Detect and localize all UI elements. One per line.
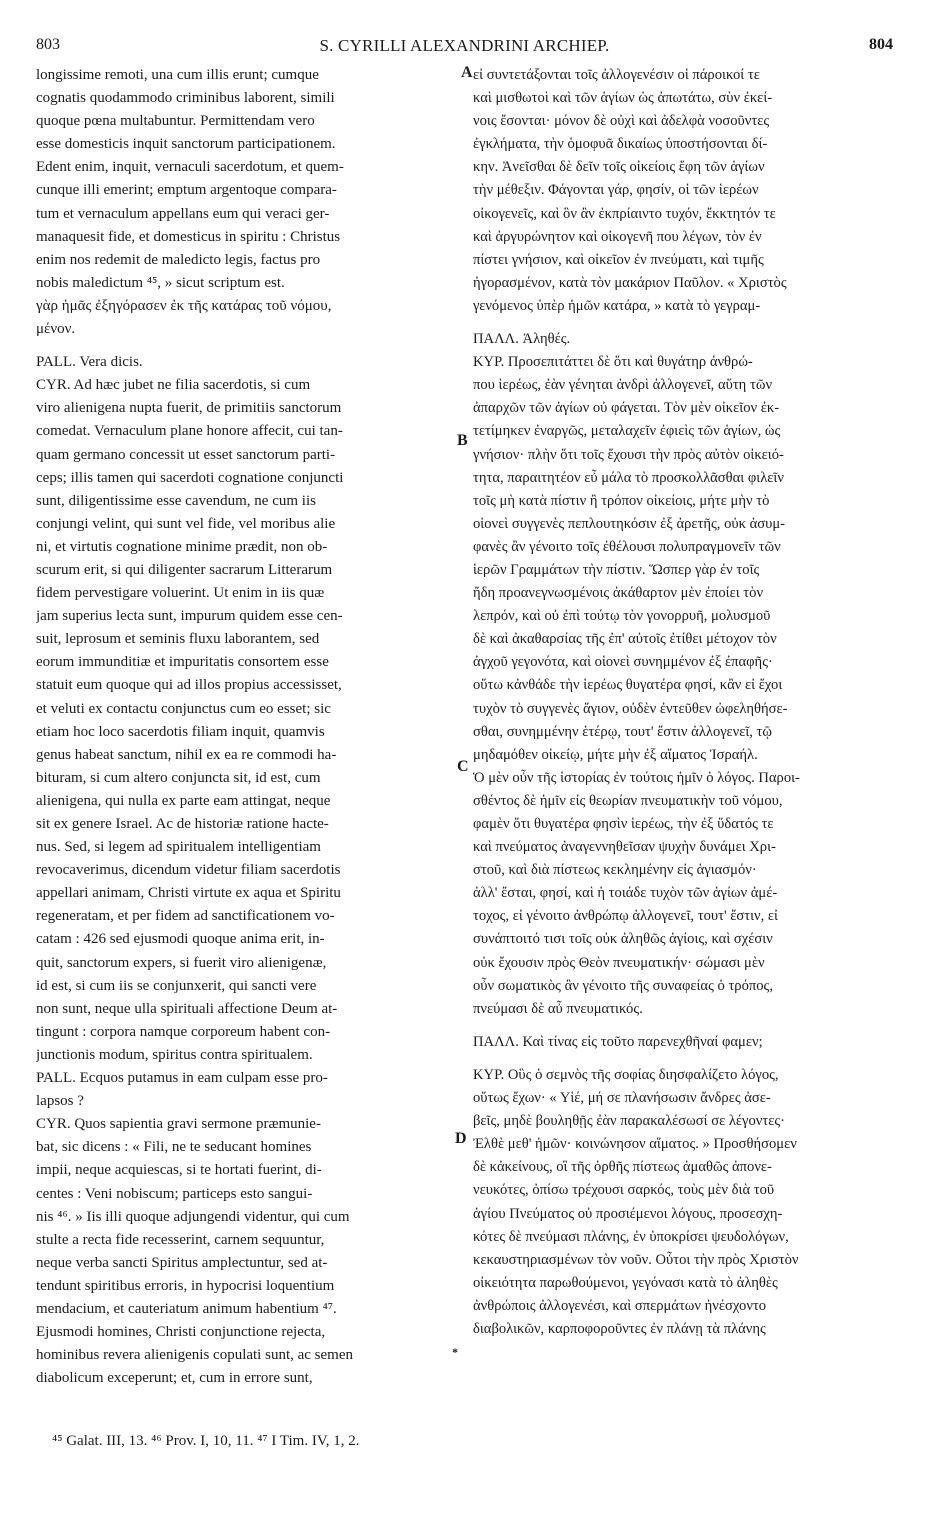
latin-text-line: sit ex genere Israel. Ac de historiæ ratione hacte- (36, 816, 329, 832)
greek-text-line: που ἱερέως, ἐὰν γένηται ἀνδρὶ ἀλλογενεῖ, αὕτη τῶν (473, 377, 773, 394)
page-header (36, 36, 893, 60)
latin-text-line: stulte a recta fide recesserint, carnem sequuntur, (36, 1231, 325, 1248)
latin-text-line: lapsos ? (36, 1093, 84, 1110)
latin-text-line: regeneratam, et per fidem ad sanctificationem vo- (36, 908, 335, 925)
latin-text-line: mendacium, et cauteriatum animum habentium ⁴⁷. (36, 1300, 337, 1317)
latin-text-line: id est, si cum iis se conjunxerit, qui sancti vere (36, 977, 317, 994)
greek-text-line: τοῖς μὴ κατὰ πίστιν ἢ τρόπον οἰκείοις, μήτε μὴν τὸ (473, 492, 770, 509)
greek-text-line: σθέντος δὲ ἡμῖν εἰς θεωρίαν πνευματικὴν τοῦ νόμου, (473, 792, 783, 809)
latin-column (36, 64, 455, 1390)
latin-text-line: bat, sic dicens : « Fili, ne te seducant homines (36, 1139, 312, 1156)
running-title: S. CYRILLI ALEXANDRINI ARCHIEP. (319, 36, 610, 55)
greek-text-line: δὲ καὶ ἀκαθαρσίας τῆς ἐπ' αὐτοῖς ἐτίθει μέτοχον τὸν (473, 631, 777, 648)
latin-text-line: nus. Sed, si legem ad spiritualem intelligentiam (36, 839, 321, 856)
greek-text-line: καὶ πνεύματος ἀναγεννηθεῖσαν ψυχὴν δυνάμει Χρι- (473, 839, 776, 856)
latin-text-line: Ejusmodi homines, Christi conjunctione rejecta, (36, 1324, 326, 1341)
greek-text-line: οὐκ ἔχουσιν πρὸς Θεὸν πνευματικήν· σώμασι μὲν (473, 954, 765, 971)
greek-text-line: εἰ συντετάξονται τοῖς ἀλλογενέσιν οἱ πάροικοί τε (473, 67, 760, 83)
latin-text-line: tum et vernaculum appellans eum qui veraci ger- (36, 205, 330, 222)
latin-text-line: tingunt : corpora namque corporeum habent con- (36, 1023, 331, 1040)
greek-text-line: τητα, παραιτητέον εὖ μάλα τὸ προσκολλᾶσθαι φιλεῖν (473, 469, 784, 486)
latin-text-line: bituram, si cum altero conjuncta sit, id est, cum (36, 769, 321, 786)
greek-text-line: ΚΥΡ. Προσεπιτάττει δὲ ὅτι καὶ θυγάτηρ ἀνθρώ- (473, 354, 753, 371)
greek-text-line: οἰκογενεῖς, καὶ ὃν ἂν ἐκπρίαιντο τυχόν, ἔκκτητόν τε (473, 205, 776, 222)
latin-text-line: catam : 426 sed ejusmodi quoque anima erit, in- (36, 931, 325, 948)
greek-text-line: ἀπαρχῶν τῶν ἁγίων οὐ φάγεται. Τὸν μὲν οἰκεῖον ἐκ- (473, 400, 780, 417)
margin-marker-c: C (457, 758, 469, 775)
greek-text-line: πίστει γνήσιον, καὶ οἰκεῖον ἐν πνεύματι, καὶ τιμῆς (473, 251, 764, 268)
margin-marker-a: A (461, 64, 473, 81)
latin-text-line: diabolicum exceperunt; et, cum in errore sunt, (36, 1370, 313, 1387)
latin-text-line: PALL. Vera dicis. (36, 354, 143, 371)
greek-text-line: τοχος, εἰ γένοιτο ἀνθρώπῳ ἀλλογενεῖ, τουτ' ἔστιν, εἰ (473, 908, 778, 925)
footnotes: ⁴⁵ Galat. III, 13. ⁴⁶ Prov. I, 10, 11. ⁴⁷ I Tim. IV, 1, 2. (52, 1433, 360, 1449)
latin-text-line: fidem pervestigare voluerint. Ut enim in iis quæ (36, 585, 325, 602)
latin-text-line: tendunt spiritibus erroris, in hypocrisi loquentium (36, 1277, 335, 1294)
latin-text-line: suit, leprosum et seminis fluxu laborantem, sed (36, 631, 320, 648)
latin-text-line: hominibus revera alienigenis copulati sunt, ac semen (36, 1347, 353, 1364)
latin-text-line: conjungi velint, qui sunt vel fide, vel moribus alie (36, 515, 336, 532)
greek-text-line: κότες δὲ πνεύμασι πλάνης, ἐν ὑποκρίσει ψευδολόγων, (473, 1228, 789, 1245)
paragraph-gap (473, 1021, 891, 1031)
greek-text-line: πνεύμασι δὲ αὖ πνευματικός. (473, 1000, 643, 1017)
latin-text-line: comedat. Vernaculum plane honore affecit, cui tan- (36, 423, 343, 440)
greek-text-line: οὖν σωματικὸς ἂν γένοιτο τῆς συναφείας ὁ τρόπος, (473, 977, 773, 994)
latin-text-line: cognatis quodammodo criminibus laborent, simili (36, 90, 335, 107)
greek-text-line: ΚΥΡ. Οὓς ὁ σεμνὸς τῆς σοφίας διησφαλίζετο λόγος, (473, 1066, 779, 1083)
greek-text-line: οὕτω κἀνθάδε τὴν ἱερέως θυγατέρα φησί, κἂν εἰ ἔχοι (473, 677, 783, 694)
greek-text-line: στοῦ, καὶ διὰ πίστεως κεκλημένην εἰς ἁγιασμόν· (473, 862, 757, 879)
latin-text-line: alienigena, qui nulla ex parte eam attingat, neque (36, 792, 331, 809)
latin-text-line: manaquesit fide, et domesticus in spiritu : Christus (36, 228, 341, 245)
latin-text-line: eorum immunditiæ et impuritatis consortem esse (36, 654, 329, 671)
greek-text-line: ἀνθρώποις ἀλλογενέσι, καὶ σπερμάτων ἠνέσχοντο (473, 1297, 767, 1314)
greek-column (473, 64, 891, 1341)
greek-text-line: τετίμηκεν ἐναργῶς, μεταλαχεῖν ἐφιεὶς τῶν ἁγίων, ὡς (473, 423, 781, 440)
latin-text-line: jam superius lecta sunt, impurum quidem esse cen- (36, 608, 343, 625)
paragraph-gap (36, 341, 455, 351)
greek-text-line: ἐγκλήματα, τὴν ὁμοφυᾶ δικαίως ὑποστήσονται δί- (473, 136, 768, 153)
latin-text-line: centes : Veni nobiscum; particeps esto sangui- (36, 1185, 313, 1202)
greek-text-line: καὶ μισθωτοὶ καὶ τῶν ἁγίων ὡς ἀπωτάτω, σὺν ἐκεί- (473, 90, 773, 107)
greek-text-line: διαβολικῶν, καρποφοροῦντες ἐν πλάνῃ τὰ πλάνης (473, 1320, 766, 1337)
greek-text-line: ἀλλ' ἔσται, φησί, καὶ ἡ τοιάδε τυχὸν τῶν ἁγίων ἀμέ- (473, 885, 778, 902)
greek-text-line: λεπρόν, καὶ οὐ ἐπὶ τούτῳ τὸν γονορρυῆ, μολυσμοῦ (473, 608, 771, 625)
greek-text-line: συνάπτοιτό τισι τοῖς οὐκ ἀληθῶς ἁγίοις, καὶ σχέσιν (473, 931, 773, 948)
greek-text-line: τὴν μέθεξιν. Φάγονται γάρ, φησίν, οἱ τῶν ἱερέων (473, 182, 759, 199)
latin-text-line: et veluti ex contactu conjunctus cum eo esset; sic (36, 700, 331, 717)
latin-text-line: nobis maledictum ⁴⁵, » sicut scriptum est. (36, 274, 285, 291)
latin-text-line: ni, et virtutis cognatione minime prædit, non ob- (36, 538, 328, 555)
margin-marker-d: D (455, 1130, 467, 1147)
greek-text-line: βεῖς, μηδὲ βουληθῇς ἐὰν παρακαλέσωσί σε λέγοντες· (473, 1113, 786, 1130)
right-page-number: 804 (869, 36, 893, 53)
latin-text-line: sunt, diligentissime esse cavendum, ne cum iis (36, 492, 316, 509)
greek-text-line: κην. Ἀνεῖσθαι δὲ δεῖν τοῖς οἰκείοις ἔφη τῶν ἁγίων (473, 159, 765, 176)
latin-text-line: esse domesticis inquit sanctorum participationem. (36, 136, 336, 153)
latin-text-line: appellari animam, Christi virtute ex aqua et Spiritu (36, 885, 341, 902)
latin-text-line: non sunt, neque ulla spirituali affectione Deum at- (36, 1000, 338, 1017)
latin-text-line: impii, neque acquiescas, si te hortati fuerint, di- (36, 1162, 322, 1179)
latin-text-line: genus habeat sanctum, nihil ex ea re commodi ha- (36, 746, 337, 763)
latin-text-line: CYR. Ad hæc jubet ne filia sacerdotis, si cum (36, 377, 311, 394)
latin-text-line: quoque pœna multabuntur. Permittendam vero (36, 113, 315, 130)
latin-text-line: quit, sanctorum expers, si fuerit viro alienigenæ, (36, 954, 327, 971)
greek-text-line: δὲ κἀκείνους, οἳ τῆς ὀρθῆς πίστεως ἀμαθῶς ἀπονε- (473, 1159, 772, 1176)
greek-text-line: μηδαμόθεν οἰκείῳ, μήτε μὴν ἐξ αἵματος Ἰσραήλ. (473, 746, 758, 763)
margin-marker-star: * (452, 1345, 458, 1359)
latin-text-line: PALL. Ecquos putamus in eam culpam esse pro- (36, 1070, 328, 1087)
greek-text-line: νευκότες, ὀπίσω τρέχουσι σαρκός, τοὺς μὲν διὰ τοῦ (473, 1182, 775, 1199)
greek-text-line: ἱερῶν Γραμμάτων τὴν πίστιν. Ὥσπερ γὰρ ἐν τοῖς (473, 561, 760, 578)
paragraph-gap (473, 1054, 891, 1064)
greek-text-line: Ἐλθὲ μεθ' ἡμῶν· κοινώνησον αἵματος. » Προσθήσομεν (473, 1136, 797, 1153)
greek-text-line: σθαι, συνημμένην ἑτέρῳ, τουτ' ἔστιν ἀλλογενεῖ, τῷ (473, 723, 773, 740)
greek-text-line: ΠΑΛΛ. Ἀληθές. (473, 331, 571, 348)
greek-text-line: φανὲς ἂν γένοιτο τοῖς ἐθέλουσι πολυπραγμονεῖν τῶν (473, 538, 781, 555)
greek-text-line: ἁγίου Πνεύματος οὐ προσιέμενοι λόγους, προσεσχη- (473, 1205, 783, 1222)
greek-text-line: φαμὲν ὅτι θυγατέρα φησὶν ἱερέως, τὴν ἐξ ὕδατός τε (473, 816, 774, 832)
latin-text-line: ceps; illis tamen qui sacerdoti cognatione conjuncti (36, 469, 344, 486)
latin-text-line: γὰρ ἡμᾶς ἐξηγόρασεν ἐκ τῆς κατάρας τοῦ νόμου, (36, 297, 332, 314)
greek-text-line: οἱονεὶ συγγενὲς πεπλουτηκόσιν ἐξ ἀρετῆς, οὐκ ἀσυμ- (473, 515, 786, 532)
greek-text-line: γνήσιον· πλὴν ὅτι τοῖς ἔχουσι τὴν πρὸς αὐτὸν οἰκειό- (473, 446, 784, 463)
latin-text-line: cunque illi emerint; emptum argentoque compara- (36, 182, 337, 199)
greek-text-line: κεκαυστηριασμένων τὸν νοῦν. Οὗτοι τὴν πρὸς Χριστὸν (473, 1251, 799, 1268)
latin-text-line: μένον. (36, 321, 76, 338)
greek-text-line: ΠΑΛΛ. Καὶ τίνας εἰς τοῦτο παρενεχθῆναί φαμεν; (473, 1033, 763, 1050)
latin-text-line: Edent enim, inquit, vernaculi sacerdotum, et quem- (36, 159, 344, 176)
greek-text-line: τυχὸν τὸ συγγενὲς ἅγιον, οὐδὲν ἐντεῦθεν ὠφεληθήσε- (473, 700, 788, 717)
paragraph-gap (473, 318, 891, 328)
latin-text-line: revocaverimus, dicendum videtur filiam sacerdotis (36, 862, 341, 879)
greek-text-line: οἰκειότητα παρωθούμενοι, γεγόνασι κατὰ τὸ ἀληθὲς (473, 1274, 778, 1291)
latin-text-line: nis ⁴⁶. » Iis illi quoque adjungendi videntur, qui cum (36, 1208, 350, 1225)
greek-text-line: γενόμενος ὑπὲρ ἡμῶν κατάρα, » κατὰ τὸ γεγραμ- (473, 297, 761, 314)
greek-text-line: ἠγορασμένον, κατὰ τὸν μακάριον Παῦλον. « Χριστὸς (473, 274, 787, 291)
latin-text-line: longissime remoti, una cum illis erunt; cumque (36, 67, 319, 83)
latin-text-line: statuit eum quoque qui ad illos propius accessisset, (36, 677, 342, 694)
greek-text-line: καὶ ἀργυρώνητον καὶ οἰκογενῆ που λέγων, τὸν ἐν (473, 228, 762, 245)
latin-text-line: etiam hoc loco sacerdotis filiam inquit, quamvis (36, 723, 325, 740)
latin-text-line: junctionis modum, spiritus contra spiritualem. (36, 1046, 313, 1063)
greek-text-line: ἤδη προανεγνωσμένοις ἀκάθαρτον μὲν ἐποίει τὸν (473, 585, 764, 602)
greek-text-line: Ὁ μὲν οὖν τῆς ἱστορίας ἐν τούτοις ἡμῖν ὁ λόγος. Παροι- (473, 769, 800, 786)
latin-text-line: enim nos redemit de maledicto legis, factus pro (36, 251, 321, 268)
latin-text-line: neque verba sancti Spiritus amplectuntur, sed at- (36, 1254, 328, 1271)
latin-text-line: CYR. Quos sapientia gravi sermone præmunie- (36, 1116, 321, 1133)
greek-text-line: νοις ἔσονται· μόνον δὲ οὐχὶ καὶ ἀδελφὰ νοσοῦντες (473, 113, 770, 130)
latin-text-line: scurum erit, si qui diligenter sacrarum Litterarum (36, 561, 333, 578)
greek-text-line: ἀγχοῦ γεγονότα, καὶ οἱονεὶ συνημμένον ἐξ ἐπαφῆς· (473, 654, 773, 671)
latin-text-line: quam germano concessit ut esset sanctorum parti- (36, 446, 336, 463)
left-page-number: 803 (36, 36, 60, 53)
margin-marker-b: B (457, 432, 468, 449)
latin-text-line: viro alienigena nupta fuerit, de primitiis sanctorum (36, 400, 342, 417)
greek-text-line: οὕτως ἔχων· « Υἱέ, μή σε πλανήσωσιν ἄνδρες ἀσε- (473, 1090, 771, 1107)
